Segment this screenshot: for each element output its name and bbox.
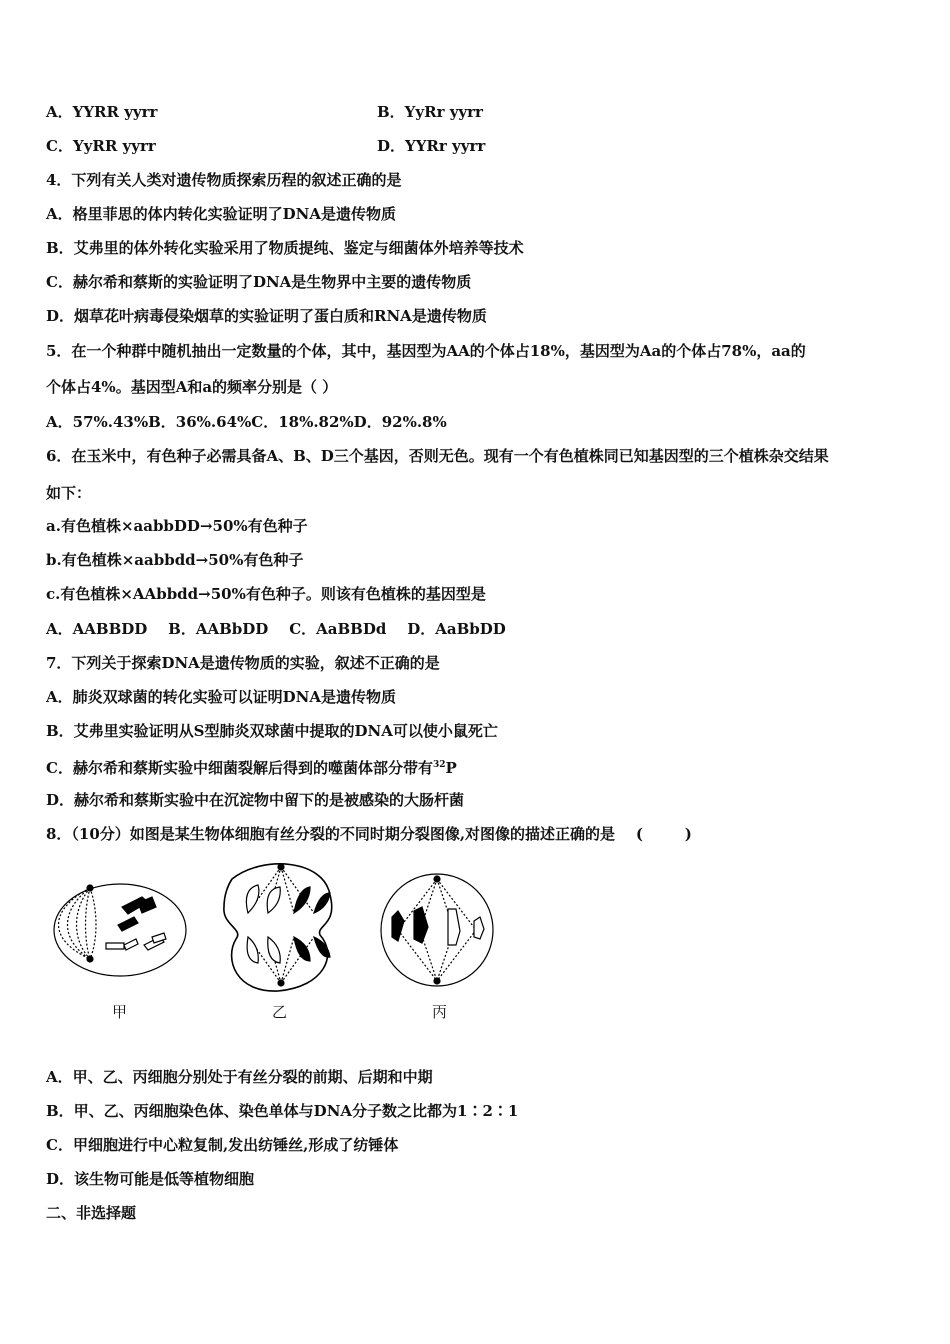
section-title: 二、非选择题 (46, 1204, 137, 1222)
cell-jia (54, 884, 186, 976)
cell-yi (224, 864, 332, 991)
isotope-symbol: P (445, 759, 457, 777)
q4-option-c: C．赫尔希和蔡斯的实验证明了DNA是生物界中主要的遗传物质 (46, 273, 472, 291)
q8-option-c: C．甲细胞进行中心粒复制,发出纺锤丝,形成了纺锤体 (46, 1136, 399, 1154)
q7-option-a: A．肺炎双球菌的转化实验可以证明DNA是遗传物质 (46, 688, 396, 706)
q6-options: A．AABBDD B．AABbDD C．AaBBDd D．AaBbDD (46, 620, 506, 638)
q5-stem-line2: 个体占4%。基因型A和a的频率分别是（ ） (46, 378, 338, 396)
q8-option-b: B．甲、乙、丙细胞染色体、染色单体与DNA分子数之比都为1∶2∶1 (46, 1102, 519, 1120)
cell-bing (381, 874, 493, 986)
q6-case-a: a.有色植株×aabbDD→50%有色种子 (46, 517, 308, 535)
mitosis-figure (48, 855, 508, 1035)
q4-stem: 4．下列有关人类对遗传物质探索历程的叙述正确的是 (46, 171, 402, 189)
q4-option-d: D．烟草花叶病毒侵染烟草的实验证明了蛋白质和RNA是遗传物质 (46, 307, 487, 325)
q6-stem-line2: 如下： (46, 484, 92, 502)
isotope-superscript: 32 (432, 760, 446, 770)
q4-option-a: A．格里菲思的体内转化实验证明了DNA是遗传物质 (46, 205, 396, 223)
q7-option-c (46, 755, 457, 778)
q3-option-a: A．YYRR yyrr (46, 103, 158, 121)
q4-option-b: B．艾弗里的体外转化实验采用了物质提纯、鉴定与细菌体外培养等技术 (46, 239, 524, 257)
q8-stem: 8．（10分）如图是某生物体细胞有丝分裂的不同时期分裂图像,对图像的描述正确的是 ( ) (46, 825, 692, 843)
q8-option-a: A．甲、乙、丙细胞分别处于有丝分裂的前期、后期和中期 (46, 1068, 433, 1086)
q8-option-d: D．该生物可能是低等植物细胞 (46, 1170, 255, 1188)
q6-stem-line1: 6．在玉米中，有色种子必需具备A、B、D三个基因，否则无色。现有一个有色植株同已知基因型的三个植株杂交结果 (46, 447, 829, 465)
q3-option-c: C．YyRR yyrr (46, 137, 156, 155)
q7-option-d: D．赫尔希和蔡斯实验中在沉淀物中留下的是被感染的大肠杆菌 (46, 791, 465, 809)
mitosis-cells-svg (48, 855, 508, 995)
figure-label-jia: 甲 (112, 1003, 128, 1021)
q3-option-b: B．YyRr yyrr (377, 103, 483, 121)
q6-case-c: c.有色植株×AAbbdd→50%有色种子。则该有色植株的基因型是 (46, 585, 486, 603)
figure-label-yi: 乙 (272, 1003, 288, 1021)
figure-label-bing: 丙 (432, 1003, 448, 1021)
q7-stem: 7．下列关于探索DNA是遗传物质的实验，叙述不正确的是 (46, 654, 440, 672)
q5-stem-line1: 5．在一个种群中随机抽出一定数量的个体，其中，基因型为AA的个体占18%，基因型为Aa的个体占78%，aa的 (46, 342, 806, 360)
q3-option-d: D．YYRr yyrr (377, 137, 486, 155)
q7-option-c-text: C．赫尔希和蔡斯实验中细菌裂解后得到的噬菌体部分带有 (46, 759, 433, 777)
q7-option-b: B．艾弗里实验证明从S型肺炎双球菌中提取的DNA可以使小鼠死亡 (46, 722, 498, 740)
q6-case-b: b.有色植株×aabbdd→50%有色种子 (46, 551, 304, 569)
q5-options: A．57%.43%B．36%.64%C．18%.82%D．92%.8% (46, 413, 447, 431)
